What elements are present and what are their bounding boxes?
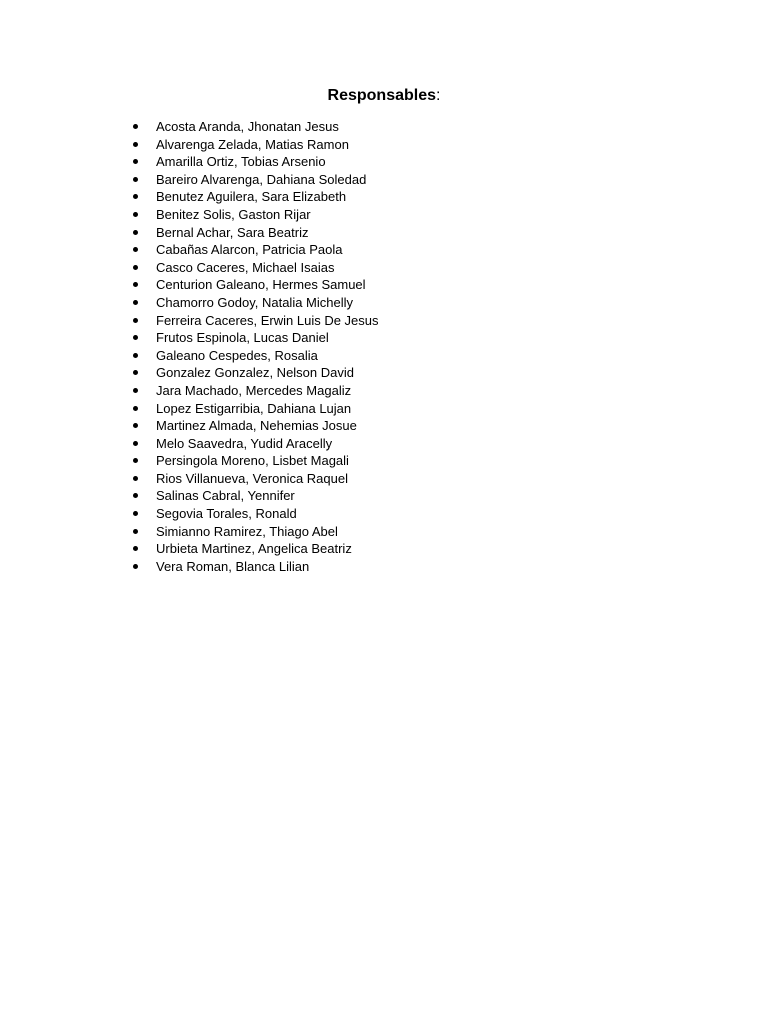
bullet-icon	[133, 529, 138, 534]
bullet-icon	[133, 212, 138, 217]
bullet-icon	[133, 546, 138, 551]
list-item-text: Urbieta Martinez, Angelica Beatriz	[156, 541, 352, 557]
heading-title: Responsables	[327, 87, 437, 104]
bullet-icon	[133, 142, 138, 147]
list-item	[130, 294, 379, 312]
list-item-text: Vera Roman, Blanca Lilian	[156, 558, 310, 574]
list-item	[130, 347, 379, 365]
list-item-text: Benitez Solis, Gaston Rijar	[156, 206, 311, 222]
bullet-icon	[133, 353, 138, 358]
bullet-icon	[133, 282, 138, 287]
list-item	[130, 382, 379, 400]
bullet-icon	[133, 370, 138, 375]
list-item-text: Ferreira Caceres, Erwin Luis De Jesus	[156, 312, 379, 328]
list-item-text: Persingola Moreno, Lisbet Magali	[156, 453, 349, 469]
bullet-icon	[133, 194, 138, 199]
list-item	[130, 329, 379, 347]
list-item-text: Alvarenga Zelada, Matias Ramon	[156, 136, 349, 152]
bullet-icon	[133, 265, 138, 270]
list-item	[130, 470, 379, 488]
list-item	[130, 136, 379, 154]
list-item	[130, 558, 379, 576]
list-item-text: Amarilla Ortiz, Tobias Arsenio	[156, 154, 326, 170]
list-item	[130, 241, 379, 259]
list-item-text: Chamorro Godoy, Natalia Michelly	[156, 294, 353, 310]
list-item	[130, 487, 379, 505]
list-item-text: Lopez Estigarribia, Dahiana Lujan	[156, 400, 352, 416]
list-item	[130, 118, 379, 136]
page-heading	[0, 86, 768, 106]
list-item	[130, 417, 379, 435]
list-item	[130, 206, 379, 224]
list-item	[130, 224, 379, 242]
list-item	[130, 523, 379, 541]
list-item	[130, 171, 379, 189]
list-item	[130, 452, 379, 470]
bullet-icon	[133, 247, 138, 252]
list-item-text: Centurion Galeano, Hermes Samuel	[156, 277, 366, 293]
bullet-icon	[133, 493, 138, 498]
bullet-icon	[133, 318, 138, 323]
bullet-icon	[133, 300, 138, 305]
bullet-icon	[133, 230, 138, 235]
list-item-text: Casco Caceres, Michael Isaias	[156, 259, 335, 275]
list-item-text: Jara Machado, Mercedes Magaliz	[156, 382, 352, 398]
list-item-text: Benutez Aguilera, Sara Elizabeth	[156, 189, 347, 205]
bullet-icon	[133, 476, 138, 481]
bullet-icon	[133, 124, 138, 129]
list-item-text: Melo Saavedra, Yudid Aracelly	[156, 435, 333, 451]
bullet-icon	[133, 159, 138, 164]
list-item	[130, 540, 379, 558]
list-item-text: Frutos Espinola, Lucas Daniel	[156, 330, 329, 346]
bullet-icon	[133, 511, 138, 516]
list-item-text: Rios Villanueva, Veronica Raquel	[156, 470, 348, 486]
heading-colon: :	[436, 87, 441, 104]
list-item	[130, 153, 379, 171]
list-item	[130, 364, 379, 382]
list-item	[130, 259, 379, 277]
list-item-text: Cabañas Alarcon, Patricia Paola	[156, 242, 343, 258]
list-item-text: Bernal Achar, Sara Beatriz	[156, 224, 309, 240]
list-item-text: Bareiro Alvarenga, Dahiana Soledad	[156, 171, 367, 187]
bullet-icon	[133, 335, 138, 340]
list-item-text: Salinas Cabral, Yennifer	[156, 488, 295, 504]
list-item-text: Gonzalez Gonzalez, Nelson David	[156, 365, 354, 381]
bullet-icon	[133, 564, 138, 569]
list-item	[130, 188, 379, 206]
bullet-icon	[133, 423, 138, 428]
list-item	[130, 276, 379, 294]
bullet-icon	[133, 441, 138, 446]
list-item	[130, 505, 379, 523]
list-item	[130, 400, 379, 418]
list-item-text: Simianno Ramirez, Thiago Abel	[156, 523, 338, 539]
responsables-list	[130, 118, 379, 575]
list-item-text: Segovia Torales, Ronald	[156, 506, 297, 522]
list-item	[130, 435, 379, 453]
list-item-text: Galeano Cespedes, Rosalia	[156, 347, 318, 363]
bullet-icon	[133, 388, 138, 393]
bullet-icon	[133, 177, 138, 182]
bullet-icon	[133, 406, 138, 411]
list-item-text: Martinez Almada, Nehemias Josue	[156, 418, 357, 434]
bullet-icon	[133, 458, 138, 463]
list-item	[130, 312, 379, 330]
list-item-text: Acosta Aranda, Jhonatan Jesus	[156, 119, 339, 134]
